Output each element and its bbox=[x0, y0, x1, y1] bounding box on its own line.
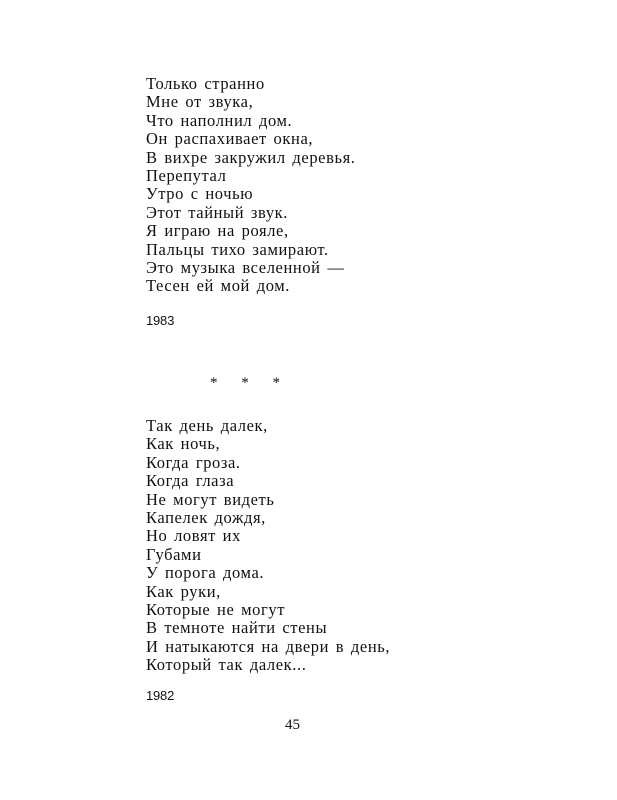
poem-line: Утро с ночью bbox=[146, 184, 254, 204]
poem-line: Мне от звука, bbox=[146, 92, 254, 112]
poem-line: Не могут видеть bbox=[146, 489, 275, 509]
page-number: 45 bbox=[285, 717, 300, 733]
poem-line: Но ловят их bbox=[146, 526, 241, 546]
poem-line: Я играю на рояле, bbox=[146, 221, 289, 241]
poem-line: Только странно bbox=[146, 74, 265, 93]
poem-2-text bbox=[146, 417, 390, 675]
poem-line: Капелек дождя, bbox=[146, 508, 266, 528]
poem-line: И натыкаются на двери в день, bbox=[146, 636, 391, 656]
poem-line: Он распахивает окна, bbox=[146, 129, 314, 149]
poem-line: В темноте найти стены bbox=[146, 618, 328, 638]
poem-line: Который так далек... bbox=[146, 655, 307, 675]
poem-line: Когда глаза bbox=[146, 471, 235, 491]
poem-line: Что наполнил дом. bbox=[146, 110, 293, 130]
poem-line: Как руки, bbox=[146, 581, 221, 601]
poem-line: Губами bbox=[146, 544, 202, 564]
poem-line: Так день далек, bbox=[146, 416, 268, 435]
poem-line: Которые не могут bbox=[146, 600, 286, 620]
poem-line: Когда гроза. bbox=[146, 452, 241, 472]
poem-line: Пальцы тихо замирают. bbox=[146, 239, 329, 259]
poem-line: Как ночь, bbox=[146, 434, 221, 454]
poem-line: Это музыка вселенной — bbox=[146, 258, 345, 278]
poem-line: У порога дома. bbox=[146, 563, 265, 583]
poem-line: Перепутал bbox=[146, 166, 227, 186]
poem-line: Этот тайный звук. bbox=[146, 202, 289, 222]
poem-line: Тесен ей мой дом. bbox=[146, 276, 291, 296]
poem-1-year: 1983 bbox=[146, 313, 175, 328]
poem-1-text bbox=[146, 75, 356, 296]
poem-line: В вихре закружил деревья. bbox=[146, 147, 356, 167]
section-separator: * * * bbox=[210, 375, 290, 391]
poem-2-year: 1982 bbox=[146, 688, 175, 703]
